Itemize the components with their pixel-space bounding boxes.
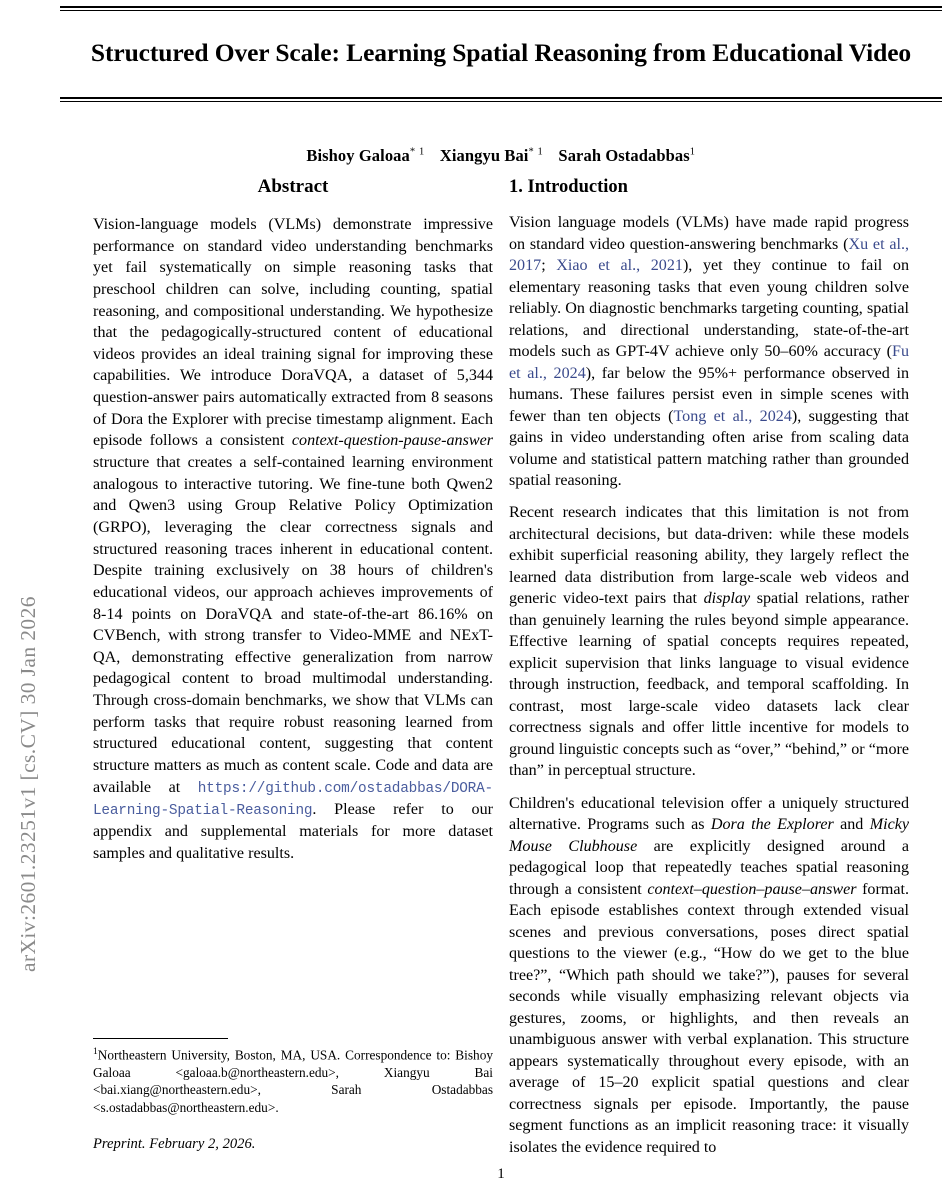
citation-tong-2024[interactable]: Tong et al., 2024	[673, 407, 792, 425]
arxiv-stamp	[0, 0, 60, 1200]
footnote-block	[93, 1038, 493, 1153]
par1-text-c: ), yet they continue to fail on elementary reasoning tasks that even young children solve reliably. On diagnostic benchmarks targeting counting, spatial relations, and directional understanding, state-of-the-art models such as GPT-4V achieve only 50–60% accuracy (	[509, 257, 909, 361]
page-title: Structured Over Scale: Learning Spatial Reasoning from Educational Video	[90, 37, 912, 67]
citation-xu-2017[interactable]: Xu et al., 2017	[509, 235, 909, 275]
author-affiliation-mark: * 1	[409, 146, 425, 158]
author-entry	[440, 146, 544, 165]
par3-text-a: Children's educational television offer a uniquely structured alternative. Programs such as	[509, 794, 909, 834]
introduction-heading: 1. Introduction	[509, 177, 628, 197]
par2-emphasis-display: display	[703, 590, 751, 608]
introduction-paragraph-2	[509, 502, 909, 781]
author-name: Sarah Ostadabbas	[558, 145, 690, 165]
par3-emphasis-format: context–question–pause–answer	[647, 880, 857, 898]
par2-text-b: spatial relations, rather than genuinely learning the rules beyond simple appearance. Effective learning of spatial concepts requires repeated, explicit supervision that links language to visual evidence through instruction, feedback, and temporal scaffolding. In contrast, most large-scale video datasets lack clear correctness signals and offer little incentive for models to ground linguistic concepts such as “over,” “behind,” or “more than” in perceptual structure.	[509, 590, 909, 780]
abstract-paragraph	[93, 214, 493, 865]
abstract-text-2: structure that creates a self-contained learning environment analogous to interactive tutoring. We fine-tune both Qwen2 and Qwen3 using Group Relative Policy Optimization (GRPO), leveraging the clear correctness signals and structured reasoning traces inherent in educational content. Despite training exclusively on 38 hours of children's educational videos, our approach achieves improvements of 8-14 points on DoraVQA and state-of-the-art 86.16% on CVBench, with strong transfer to Video-MME and NExT-QA, demonstrating effective generalization from narrow pedagogical content to broad multimodal understanding. Through cross-domain benchmarks, we show that VLMs can perform tasks that require robust reasoning learned from structured educational content, suggesting that content structure matters as much as content scale. Code and data are available at	[93, 454, 493, 796]
title-rule-bottom-thick	[60, 97, 942, 99]
repo-url-line-2[interactable]: DORA-Learning-Spatial-Reasoning	[93, 780, 493, 820]
author-entry	[558, 146, 695, 165]
page-number: 1	[497, 1166, 505, 1182]
arxiv-stamp-text: arXiv:2601.23251v1 [cs.CV] 30 Jan 2026	[16, 596, 40, 972]
par2-text-a: Recent research indicates that this limitation is not from architectural decisions, but data-driven: while these models exhibit superficial reasoning ability, they largely reflect the learned data distribution from large-scale web videos and generic video-text pairs that	[509, 504, 909, 608]
citation-fu-2024[interactable]: Fu et al., 2024	[509, 343, 909, 382]
footnote-affiliation-text	[93, 1046, 493, 1116]
par3-emphasis-micky: Micky Mouse Clubhouse	[509, 816, 909, 855]
author-affiliation-mark: * 1	[528, 146, 544, 158]
footnote-marker: 1	[93, 1046, 98, 1058]
par3-emphasis-dora: Dora the Explorer	[710, 816, 834, 834]
abstract-heading: Abstract	[257, 176, 329, 197]
par3-text-d: format. Each episode establishes context through extended visual scenes and previous conversations, poses direct spatial questions to the viewer (e.g., “How do we get to the blue tree?”, “Which path should we take?”), pauses for several seconds while visually emphasizing relevant objects via gestures, zooms, or highlights, and then reveals an unambiguous answer with verbal explanation. This structure appears systematically throughout every episode, with an average of 15–20 explicit spatial questions and clear correctness signals per episode. Importantly, the pause segment functions as an implicit reasoning trace: it visually isolates the evidence required to	[509, 880, 909, 1156]
title-rule-bottom-thin	[60, 101, 942, 102]
title-rule-top-thin	[60, 10, 942, 11]
repo-url-line-1[interactable]: https://github.com/ostadabbas/	[197, 780, 451, 797]
abstract-text-3: . Please refer to our appendix and supplemental materials for more dataset samples and qualitative results.	[93, 801, 493, 863]
par1-text-e: ), suggesting that gains in video understanding often arise from scaling data volume and statistical pattern matching rather than grounded spatial reasoning.	[509, 407, 909, 489]
preprint-note: Preprint. February 2, 2026.	[93, 1136, 256, 1153]
title-rule-top-thick	[60, 6, 942, 8]
footnote-body: Northeastern University, Boston, MA, USA. Correspondence to: Bishoy Galoaa <galoaa.b@northeastern.edu>, Xiangyu Bai <bai.xiang@northeastern.edu>, Sarah Ostadabbas <s.ostadabbas@northeastern.edu>.	[93, 1047, 493, 1115]
footnote-rule	[93, 1038, 228, 1039]
par1-text-d: ), far below the 95%+ performance observed in humans. These failures persist even in simple scenes with fewer than ten objects (	[509, 364, 909, 425]
paper-page	[60, 0, 942, 1200]
author-entry	[306, 146, 424, 165]
citation-xiao-2021[interactable]: Xiao et al., 2021	[556, 257, 683, 275]
par3-text-b: and	[833, 816, 870, 834]
title-block	[60, 0, 942, 166]
introduction-paragraph-1	[509, 212, 909, 491]
abstract-text-1: Vision-language models (VLMs) demonstrate impressive performance on standard video understanding benchmarks yet fail systematically on simple reasoning tasks that preschool children can solve, including counting, spatial reasoning, and compositional understanding. We hypothesize that the pedagogically-structured content of educational videos provides an ideal training signal for improving these capabilities. We introduce DoraVQA, a dataset of 5,344 question-answer pairs automatically extracted from 8 seasons of Dora the Explorer with precise timestamp alignment. Each episode follows a consistent	[93, 216, 493, 450]
par3-text-c: are explicitly designed around a pedagogical loop that repeatedly teaches spatial reasoning through a consistent	[509, 837, 909, 898]
right-column-introduction	[509, 176, 909, 1158]
author-list	[60, 146, 942, 166]
two-column-body	[60, 176, 942, 1176]
par1-text-b: ;	[541, 257, 557, 275]
abstract-emphasis-1: context-question-pause-answer	[291, 432, 493, 450]
left-column-abstract	[93, 176, 493, 865]
introduction-paragraph-3	[509, 793, 909, 1158]
author-name: Xiangyu Bai	[439, 145, 529, 165]
par1-text-a: Vision language models (VLMs) have made rapid progress on standard video question-answering benchmarks (	[509, 214, 909, 253]
author-name: Bishoy Galoaa	[306, 145, 410, 165]
author-affiliation-mark: 1	[689, 146, 696, 158]
